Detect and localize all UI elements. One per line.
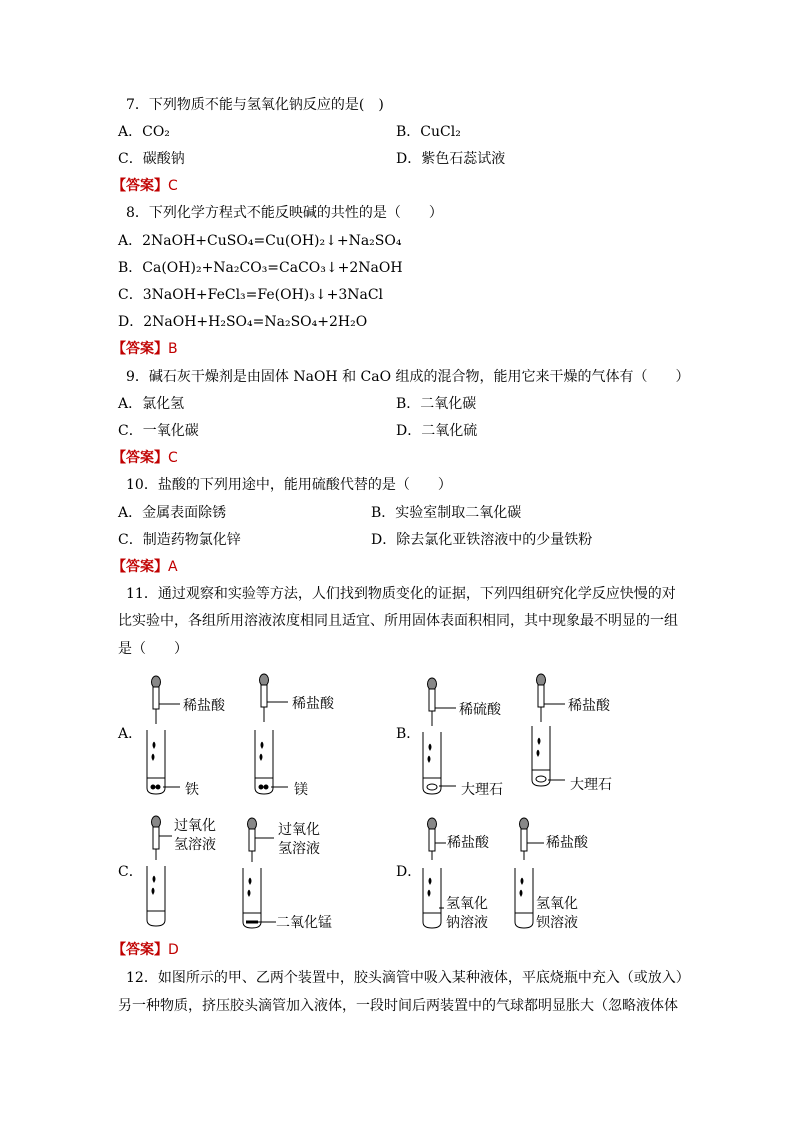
q8-option-b: B．Ca(OH)₂+Na₂CO₃=CaCO₃↓+2NaOH: [118, 260, 403, 276]
fig-a-dropper2-label: 稀盐酸: [292, 696, 334, 712]
fig-a-apparatus-2: [248, 668, 368, 798]
fig-a-solid1-label: 铁: [185, 782, 199, 798]
fig-b-solid2-label: 大理石: [570, 777, 612, 793]
fig-d-dropper1-label: 稀盐酸: [447, 835, 489, 851]
q9-option-b: B．二氧化碳: [396, 396, 477, 412]
fig-d-solution2-label-2: 钡溶液: [536, 915, 578, 931]
q7-stem: 7．下列物质不能与氢氧化钠反应的是( ): [126, 97, 384, 113]
q10-option-b: B．实验室制取二氧化碳: [371, 505, 522, 521]
fig-a-solid2-label: 镁: [294, 782, 308, 798]
fig-d-solution1-label-1: 氢氧化: [446, 896, 488, 912]
q10-answer: [112, 557, 178, 577]
q8-stem: 8．下列化学方程式不能反映碱的共性的是（ ）: [126, 205, 443, 221]
q10-option-c: C．制造药物氯化锌: [118, 532, 241, 548]
q12-line2: 另一种物质，挤压胶头滴管加入液体，一段时间后两装置中的气球都明显胀大（忽略液体体: [118, 998, 678, 1014]
q10-option-d: D．除去氯化亚铁溶液中的少量铁粉: [371, 532, 593, 548]
q11-stem-line1: 11．通过观察和实验等方法，人们找到物质变化的证据，下列四组研究化学反应快慢的对: [126, 586, 676, 602]
fig-c-dropper1-label-2: 氢溶液: [174, 837, 216, 853]
fig-a-apparatus: [140, 670, 260, 800]
q7-option-d: D．紫色石蕊试液: [396, 151, 506, 167]
q9-option-c: C．一氧化碳: [118, 423, 199, 439]
q8-option-c: C．3NaOH+FeCl₃=Fe(OH)₃↓+3NaCl: [118, 287, 384, 303]
q7-answer: [112, 176, 178, 196]
q11-stem-line2: 比实验中，各组所用溶液浓度相同且适宜、所用固体表面积相同，其中现象最不明显的一组: [118, 613, 678, 629]
fig-b-solid1-label: 大理石: [461, 782, 503, 798]
q12-line1: 12．如图所示的甲、乙两个装置中，胶头滴管中吸入某种液体，平底烧瓶中充入（或放入）: [126, 970, 690, 986]
q7-option-c: C．碳酸钠: [118, 151, 185, 167]
q8-answer: [112, 339, 178, 359]
answer-value: C: [168, 178, 178, 194]
fig-b-dropper2-label: 稀盐酸: [568, 698, 610, 714]
q10-option-a: A．金属表面除锈: [118, 505, 227, 521]
fig-c-solid2-label: 二氧化锰: [276, 915, 332, 931]
fig-c-dropper2-label-1: 过氧化: [278, 822, 320, 838]
fig-d-letter: D．: [396, 864, 422, 880]
q9-stem: 9．碱石灰干燥剂是由固体 NaOH 和 CaO 组成的混合物，能用它来干燥的气体有（ ）: [126, 369, 690, 385]
q11-answer: [112, 940, 179, 960]
answer-label: 【答案】: [112, 341, 168, 357]
q11-stem-line3: 是（ ）: [118, 641, 188, 657]
fig-b-letter: B．: [396, 726, 421, 742]
fig-d-dropper2-label: 稀盐酸: [546, 835, 588, 851]
q10-stem: 10．盐酸的下列用途中，能用硫酸代替的是（ ）: [126, 477, 452, 493]
answer-value: A: [168, 559, 178, 575]
answer-label: 【答案】: [112, 450, 168, 466]
fig-d-solution2-label-1: 氢氧化: [536, 896, 578, 912]
q7-option-a: A．CO₂: [118, 124, 170, 140]
q9-answer: [112, 448, 178, 468]
answer-label: 【答案】: [112, 559, 168, 575]
q8-option-d: D．2NaOH+H₂SO₄=Na₂SO₄+2H₂O: [118, 314, 368, 330]
fig-a-dropper1-label: 稀盐酸: [183, 698, 225, 714]
answer-value: D: [168, 942, 179, 958]
answer-value: B: [168, 341, 178, 357]
fig-c-letter: C．: [118, 864, 143, 880]
fig-a-letter: A．: [118, 726, 143, 742]
fig-c-dropper2-label-2: 氢溶液: [278, 841, 320, 857]
fig-c-dropper1-label-1: 过氧化: [174, 818, 216, 834]
q9-option-d: D．二氧化硫: [396, 423, 478, 439]
fig-b-dropper1-label: 稀硫酸: [459, 702, 501, 718]
answer-label: 【答案】: [112, 178, 168, 194]
q7-option-b: B．CuCl₂: [396, 124, 461, 140]
fig-d-solution1-label-2: 钠溶液: [446, 915, 488, 931]
answer-value: C: [168, 450, 178, 466]
answer-label: 【答案】: [112, 942, 168, 958]
q8-option-a: A．2NaOH+CuSO₄=Cu(OH)₂↓+Na₂SO₄: [118, 233, 402, 249]
q9-option-a: A．氯化氢: [118, 396, 185, 412]
